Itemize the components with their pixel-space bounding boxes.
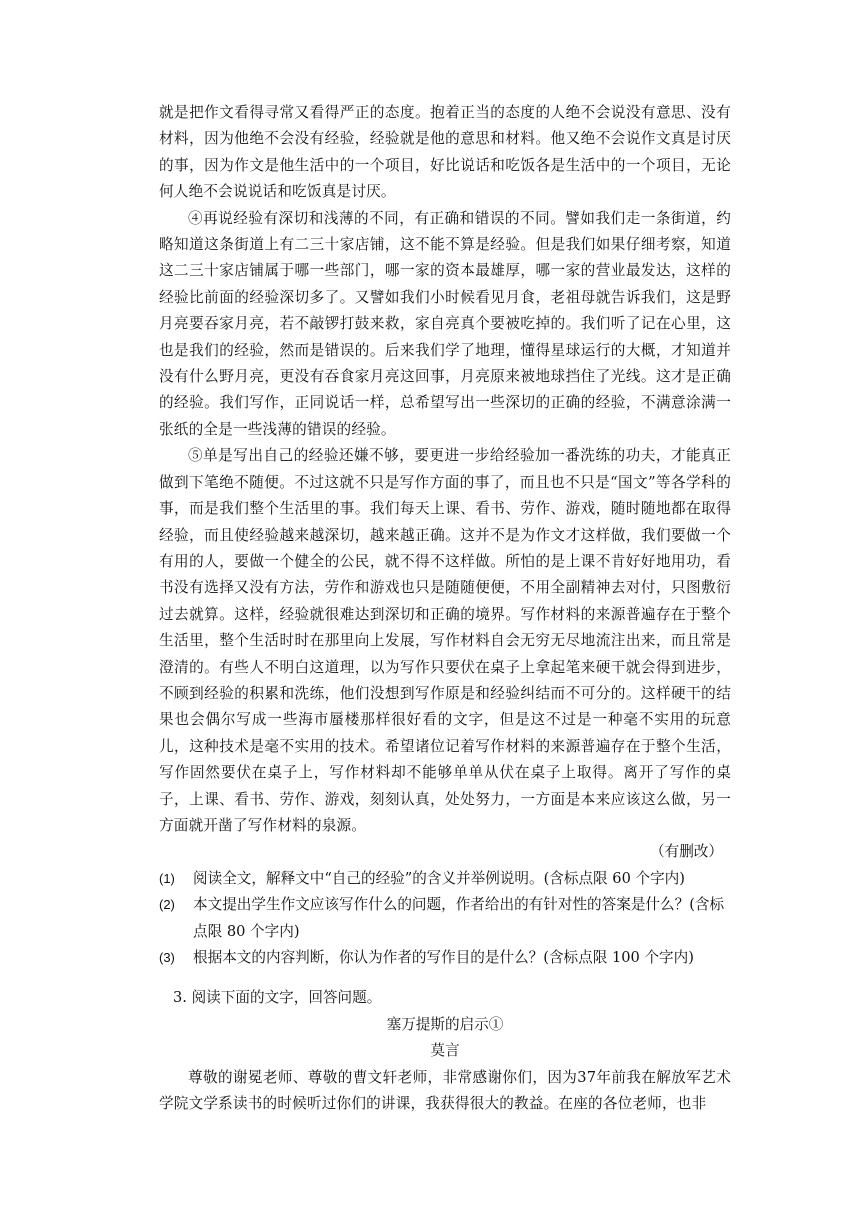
article-author: 莫言	[430, 1042, 460, 1060]
question-2	[159, 892, 731, 945]
question-text: 根据本文的内容判断，你认为作者的写作目的是什么？(含标点限 100 个字内)	[193, 949, 694, 966]
question-number: (3)	[159, 950, 175, 965]
question-text: 本文提出学生作文应该写作什么的问题，作者给出的有针对性的答案是什么？(含标点限 80 个字内)	[193, 896, 725, 940]
question-number: (2)	[159, 897, 175, 913]
question-text: 阅读全文，解释文中“自己的经验”的含义并举例说明。(含标点限 60 个字内)	[193, 869, 685, 887]
document-page	[159, 100, 731, 1117]
article-title: 塞万提斯的启示①	[386, 1015, 504, 1033]
question-1	[159, 866, 731, 892]
question-3	[159, 945, 731, 971]
question-number: (1)	[159, 870, 175, 886]
edit-note: （有删改）	[650, 843, 723, 861]
section-heading: 3. 阅读下面的文字，回答问题。	[173, 989, 382, 1007]
paragraph-5: ⑤单是写出自己的经验还嫌不够，要更进一步给经验加一番洗练的功夫，才能真正做到下笔绝不随便。不过这就不只是写作方面的事了，而且也不只是“国文”等各学科的事，而是我们整个生活里的事。我们每天上课、看书、劳作、游戏，随时随地都在取得经验，而且使经验越来越深切，越来越正确。这并不是为作文才这样做，我们要做一个有用的人，要做一个健全的公民，就不得不这样做。所怕的是上课不肯好好地用功，看书没有选择又没有方法，劳作和游戏也只是随随便便，不用全副精神去对付，只图敷衍过去就算。这样，经验就很难达到深切和正确的境界。写作材料的来源普遍存在于整个生活里，整个生活时时在那里向上发展，写作材料自会无穷无尽地流注出来，而且常是澄清的。有些人不明白这道理，以为写作只要伏在桌子上拿起笔来硬干就会得到进步，不顾到经验的积累和洗练，他们没想到写作原是和经验纠结而不可分的。这样硬干的结果也会偶尔写成一些海市蜃楼那样很好看的文字，但是这不过是一种毫不实用的玩意儿，这种技术是毫不实用的技术。希望诸位记着写作材料的来源普遍存在于整个生活，写作固然要伏在桌子上，写作材料却不能够单单从伏在桌子上取得。离开了写作的桌子，上课、看书、劳作、游戏，刻刻认真，处处努力，一方面是本来应该这么做，另一方面就开凿了写作材料的泉源。	[159, 447, 731, 834]
paragraph-4: ④再说经验有深切和浅薄的不同，有正确和错误的不同。譬如我们走一条街道，约略知道这条街道上有二三十家店铺，这不能不算是经验。但是我们如果仔细考察，知道这二三十家店铺属于哪一些部门，哪一家的资本最雄厚，哪一家的营业最发达，这样的经验比前面的经验深切多了。又譬如我们小时候看见月食，老祖母就告诉我们，这是野月亮要吞家月亮，若不敲锣打鼓来救，家自亮真个要被吃掉的。我们听了记在心里，这也是我们的经验，然而是错误的。后来我们学了地理，懂得星球运行的大概，才知道并没有什么野月亮，更没有吞食家月亮这回事，月亮原来被地球挡住了光线。这才是正确的经验。我们写作，正同说话一样，总希望写出一些深切的正确的经验，不满意涂满一张纸的全是一些浅薄的错误的经验。	[159, 209, 731, 438]
paragraph-continued: 就是把作文看得寻常又看得严正的态度。抱着正当的态度的人绝不会说没有意思、没有材料，因为他绝不会没有经验，经验就是他的意思和材料。他又绝不会说作文真是讨厌的事，因为作文是他生活中的一个项目，好比说话和吃饭各是生活中的一个项目，无论何人绝不会说说话和吃饭真是讨厌。	[159, 104, 731, 201]
article-paragraph-1: 尊敬的谢冕老师、尊敬的曹文轩老师，非常感谢你们，因为37年前我在解放军艺术学院文学系读书的时候听过你们的讲课，我获得很大的教益。在座的各位老师，也非	[159, 1068, 731, 1113]
